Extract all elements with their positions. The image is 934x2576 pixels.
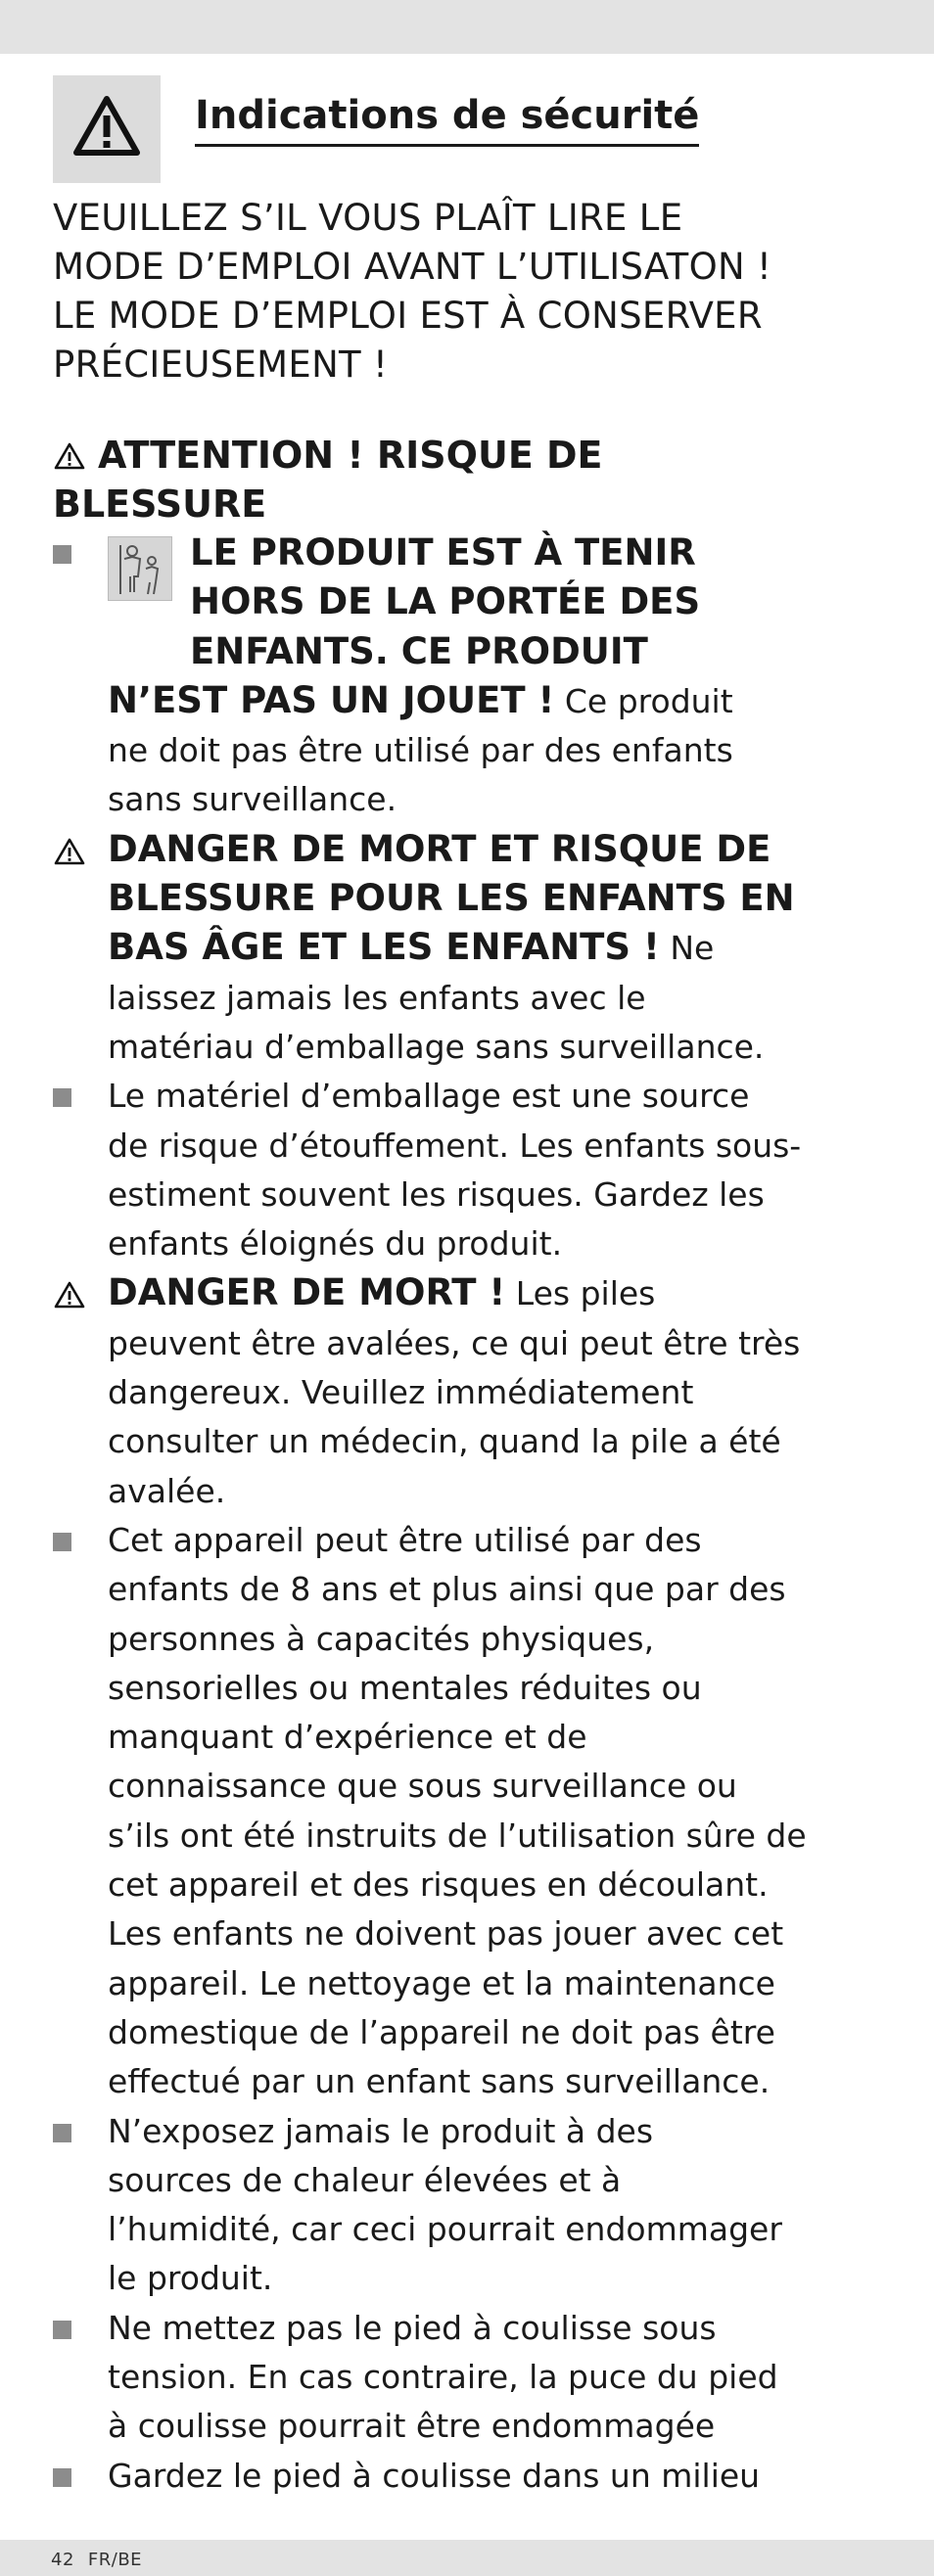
top-bar: [0, 0, 934, 54]
safety-content: [53, 431, 914, 2501]
list-item: Gardez le pied à coulisse dans un milieu: [53, 2452, 914, 2501]
bullet: [53, 1088, 71, 1107]
bullet: [53, 2468, 71, 2487]
warning-triangle-icon: [53, 441, 86, 471]
bullet: [53, 545, 71, 564]
bullet: [53, 2124, 71, 2142]
intro-line: LE MODE D’EMPLOI EST À CONSERVER: [53, 295, 763, 337]
section-title: Indications de sécurité: [195, 93, 699, 147]
warning-icon-box: [53, 75, 161, 183]
locale-label: FR/BE: [87, 2550, 143, 2570]
list-item: DANGER DE MORT ! Les piles peuvent être avalées, ce qui peut être très dangereux. Veuillez immédiatement consulter un médecin, quand la pile a été avalée.: [53, 1268, 914, 1515]
intro-warning: [53, 194, 914, 390]
child-safety-icon: [108, 536, 172, 601]
list-item: DANGER DE MORT ET RISQUE DE BLESSURE POUR LES ENFANTS EN BAS ÂGE ET LES ENFANTS ! Ne laissez jamais les enfants avec le matériau d’emballage sans surveillance.: [53, 825, 914, 1072]
warning-triangle-icon: [72, 94, 141, 159]
list-item: Cet appareil peut être utilisé par des enfants de 8 ans et plus ainsi que par des personnes à capacités physiques, sensorielles ou mentales réduites ou manquant d’expérience et de connaissance que sous surveillance ou s’ils ont été instruits de l’utilisation sûre de cet appareil et des risques en découlant. Les enfants ne doivent pas jouer avec cet appareil. Le nettoyage et la maintenance domestique de l’appareil ne doit pas être effectué par un enfant sans surveillance.: [53, 1516, 914, 2107]
page-number: 42: [51, 2550, 74, 2570]
intro-line: MODE D’EMPLOI AVANT L’UTILISATON !: [53, 246, 772, 288]
list-item: Le matériel d’emballage est une source de risque d’étouffement. Les enfants sous- estiment souvent les risques. Gardez les enfants éloignés du produit.: [53, 1072, 914, 1268]
section-header: [53, 75, 905, 183]
intro-line: PRÉCIEUSEMENT !: [53, 344, 389, 386]
warning-triangle-icon: [53, 837, 86, 866]
intro-line: VEUILLEZ S’IL VOUS PLAÎT LIRE LE: [53, 197, 683, 239]
attention-heading: ATTENTION ! RISQUE DE BLESSURE: [53, 434, 603, 526]
list-item: N’exposez jamais le produit à des sources de chaleur élevées et à l’humidité, car ceci pourrait endommager le produit.: [53, 2107, 914, 2304]
bullet: [53, 1533, 71, 1551]
list-item: LE PRODUIT EST À TENIR HORS DE LA PORTÉE DES ENFANTS. CE PRODUIT N’EST PAS UN JOUET ! Ce produit ne doit pas être utilisé par des enfants sans surveillance.: [53, 529, 914, 825]
bullet: [53, 2321, 71, 2339]
warning-triangle-icon: [53, 1280, 86, 1310]
list-item: Ne mettez pas le pied à coulisse sous tension. En cas contraire, la puce du pied à coulisse pourrait être endommagée: [53, 2304, 914, 2452]
page-footer: [51, 2550, 142, 2570]
